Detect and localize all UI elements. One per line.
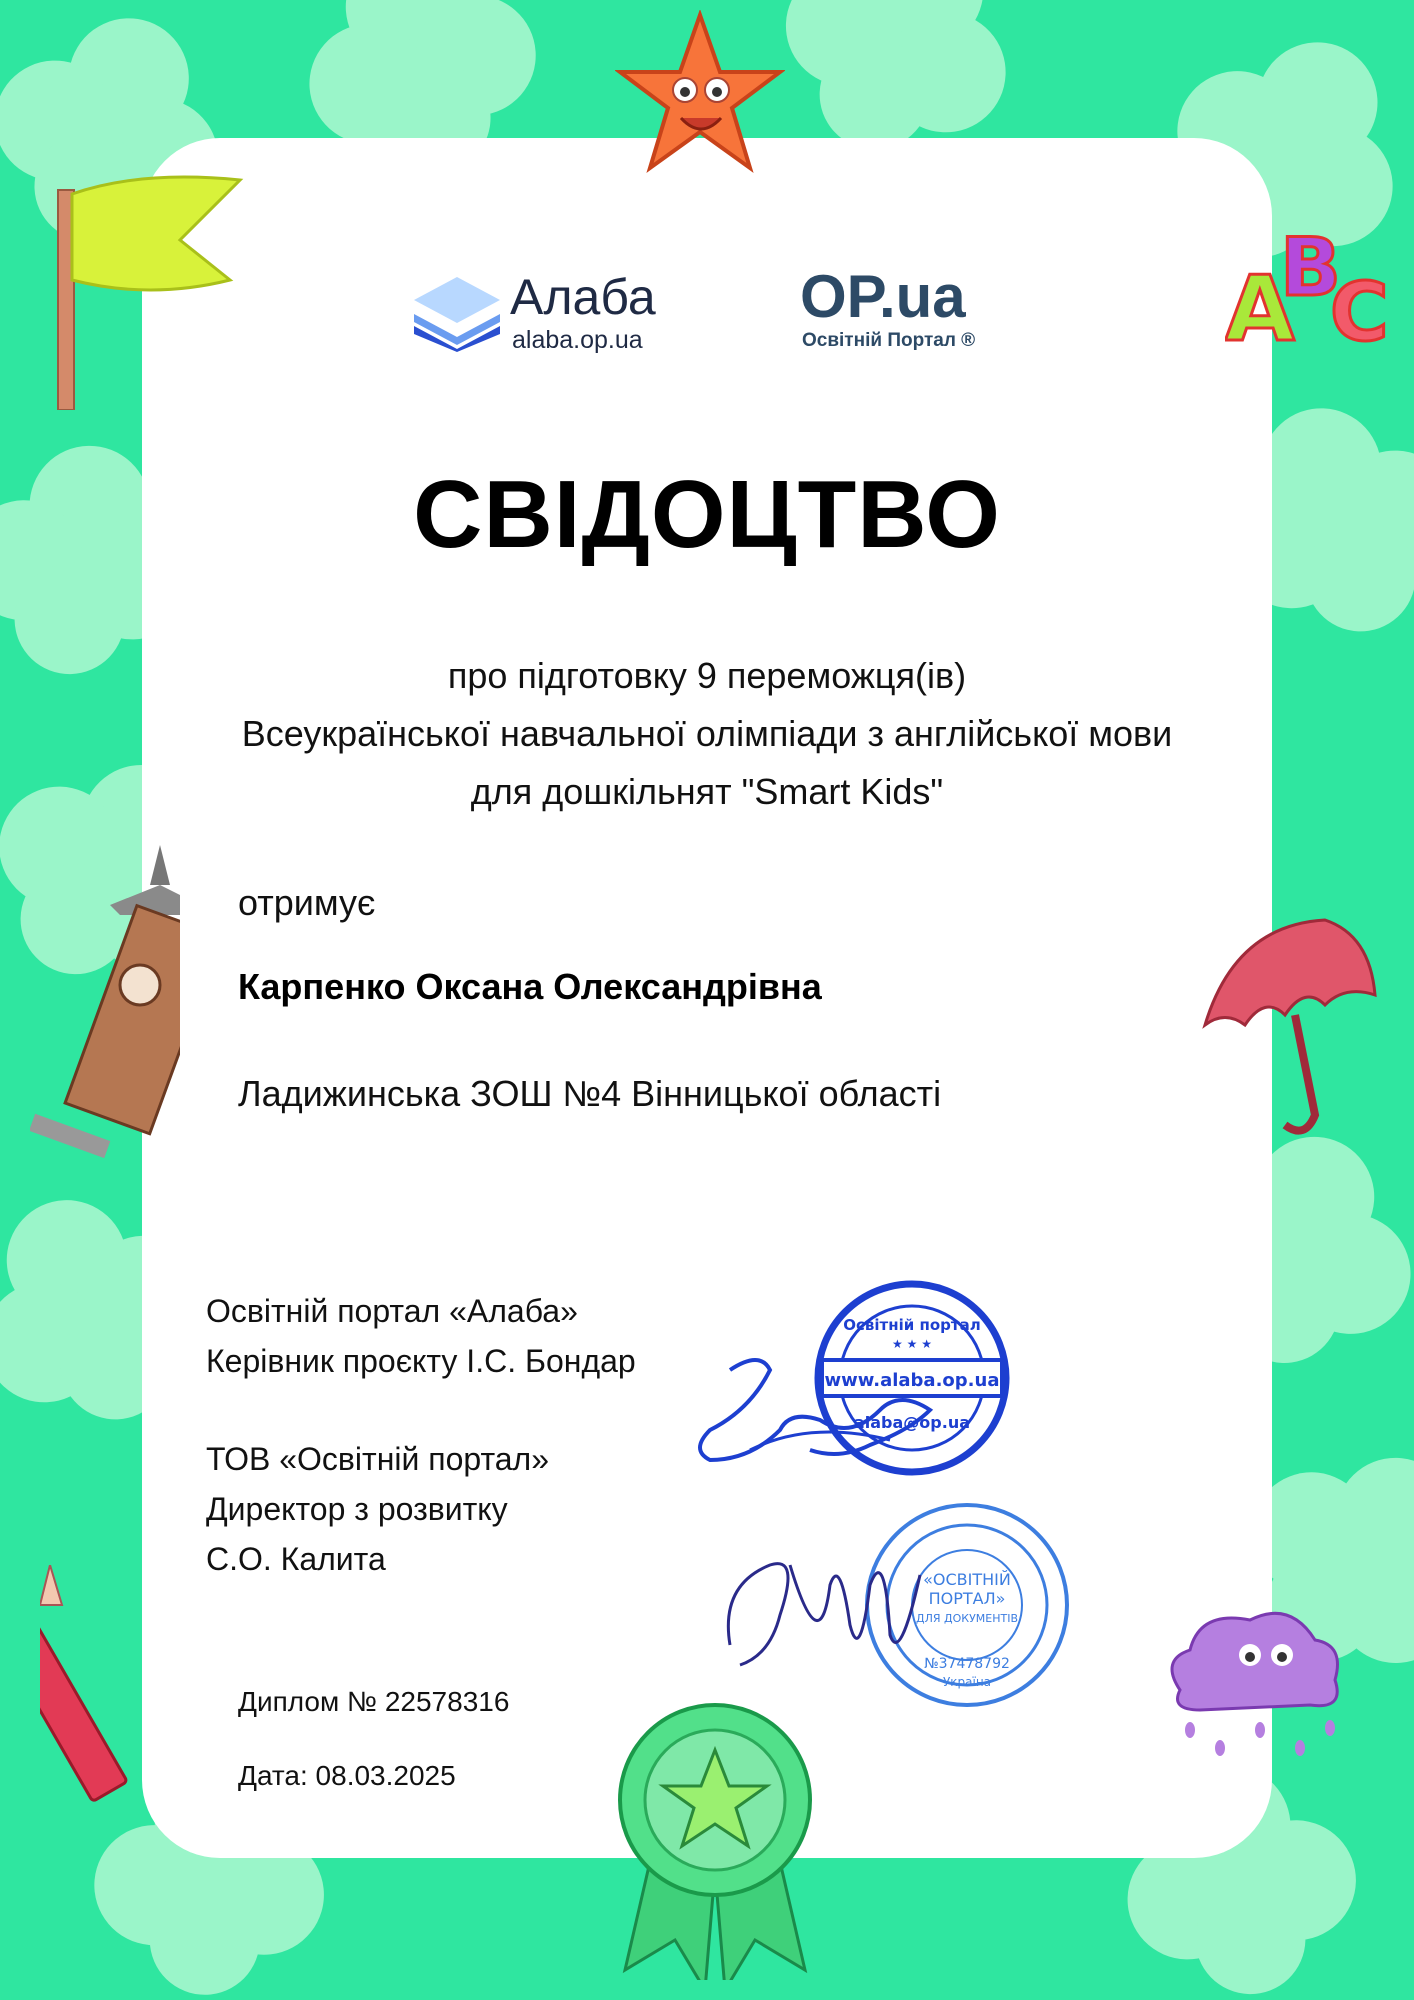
op-stamp-code: №37478792	[924, 1656, 1010, 1672]
umbrella-icon	[1195, 915, 1385, 1145]
signatory-2-org: ТОВ «Освітній портал»	[206, 1441, 550, 1477]
signatory-2-name: С.О. Калита	[206, 1541, 386, 1577]
alaba-brand-url: alaba.op.ua	[512, 326, 643, 354]
alaba-logo-icon	[410, 272, 504, 352]
opua-brand-name: OP.ua	[800, 263, 966, 330]
rain-cloud-icon	[1160, 1600, 1350, 1770]
alaba-stamp-email: alaba@op.ua	[853, 1413, 971, 1432]
alaba-stamp-url: www.alaba.op.ua	[824, 1370, 1000, 1391]
issue-date: Дата: 08.03.2025	[238, 1760, 456, 1791]
big-ben-tower-icon	[30, 845, 180, 1165]
award-ribbon-icon	[615, 1700, 815, 1980]
op-stamp-line3: ДЛЯ ДОКУМЕНТІВ	[916, 1612, 1018, 1625]
opua-brand-subtitle: Освітній Портал ®	[802, 330, 976, 351]
description-line-1: про підготовку 9 переможця(ів)	[447, 655, 967, 696]
svg-text:B: B	[1280, 221, 1341, 314]
abc-letters-icon	[1225, 200, 1405, 350]
alaba-stamp-top: Освітній портал	[843, 1316, 981, 1334]
op-stamp-line2: ПОРТАЛ»	[928, 1589, 1006, 1608]
pencil-icon	[40, 1565, 200, 1825]
smiling-star-icon	[615, 10, 785, 180]
receives-label: отримує	[238, 882, 376, 923]
svg-text:C: C	[1330, 266, 1389, 350]
recipient-school: Ладижинська ЗОШ №4 Вінницької області	[238, 1073, 942, 1114]
signatory-1-org: Освітній портал «Алаба»	[206, 1293, 578, 1329]
recipient-name: Карпенко Оксана Олександрівна	[238, 966, 822, 1007]
signatory-2-title: Директор з розвитку	[206, 1491, 508, 1527]
signature-1-scribble	[690, 1350, 950, 1480]
diploma-number: Диплом № 22578316	[238, 1686, 510, 1717]
flag-icon	[50, 170, 250, 410]
description-line-3: для дошкільнят "Smart Kids"	[470, 771, 944, 812]
signature-2-scribble	[710, 1525, 940, 1685]
op-stamp-line1: «ОСВІТНІЙ	[923, 1570, 1011, 1589]
certificate-title: СВІДОЦТВО	[413, 461, 1001, 568]
description-line-2: Всеукраїнської навчальної олімпіади з англійської мови	[241, 713, 1173, 754]
svg-text:★ ★ ★: ★ ★ ★	[892, 1337, 932, 1351]
svg-text:A: A	[1225, 257, 1295, 350]
alaba-brand-name: Алаба	[510, 269, 656, 325]
op-stamp-country: Україна	[942, 1675, 992, 1689]
signatory-1-title: Керівник проєкту І.С. Бондар	[206, 1343, 636, 1379]
